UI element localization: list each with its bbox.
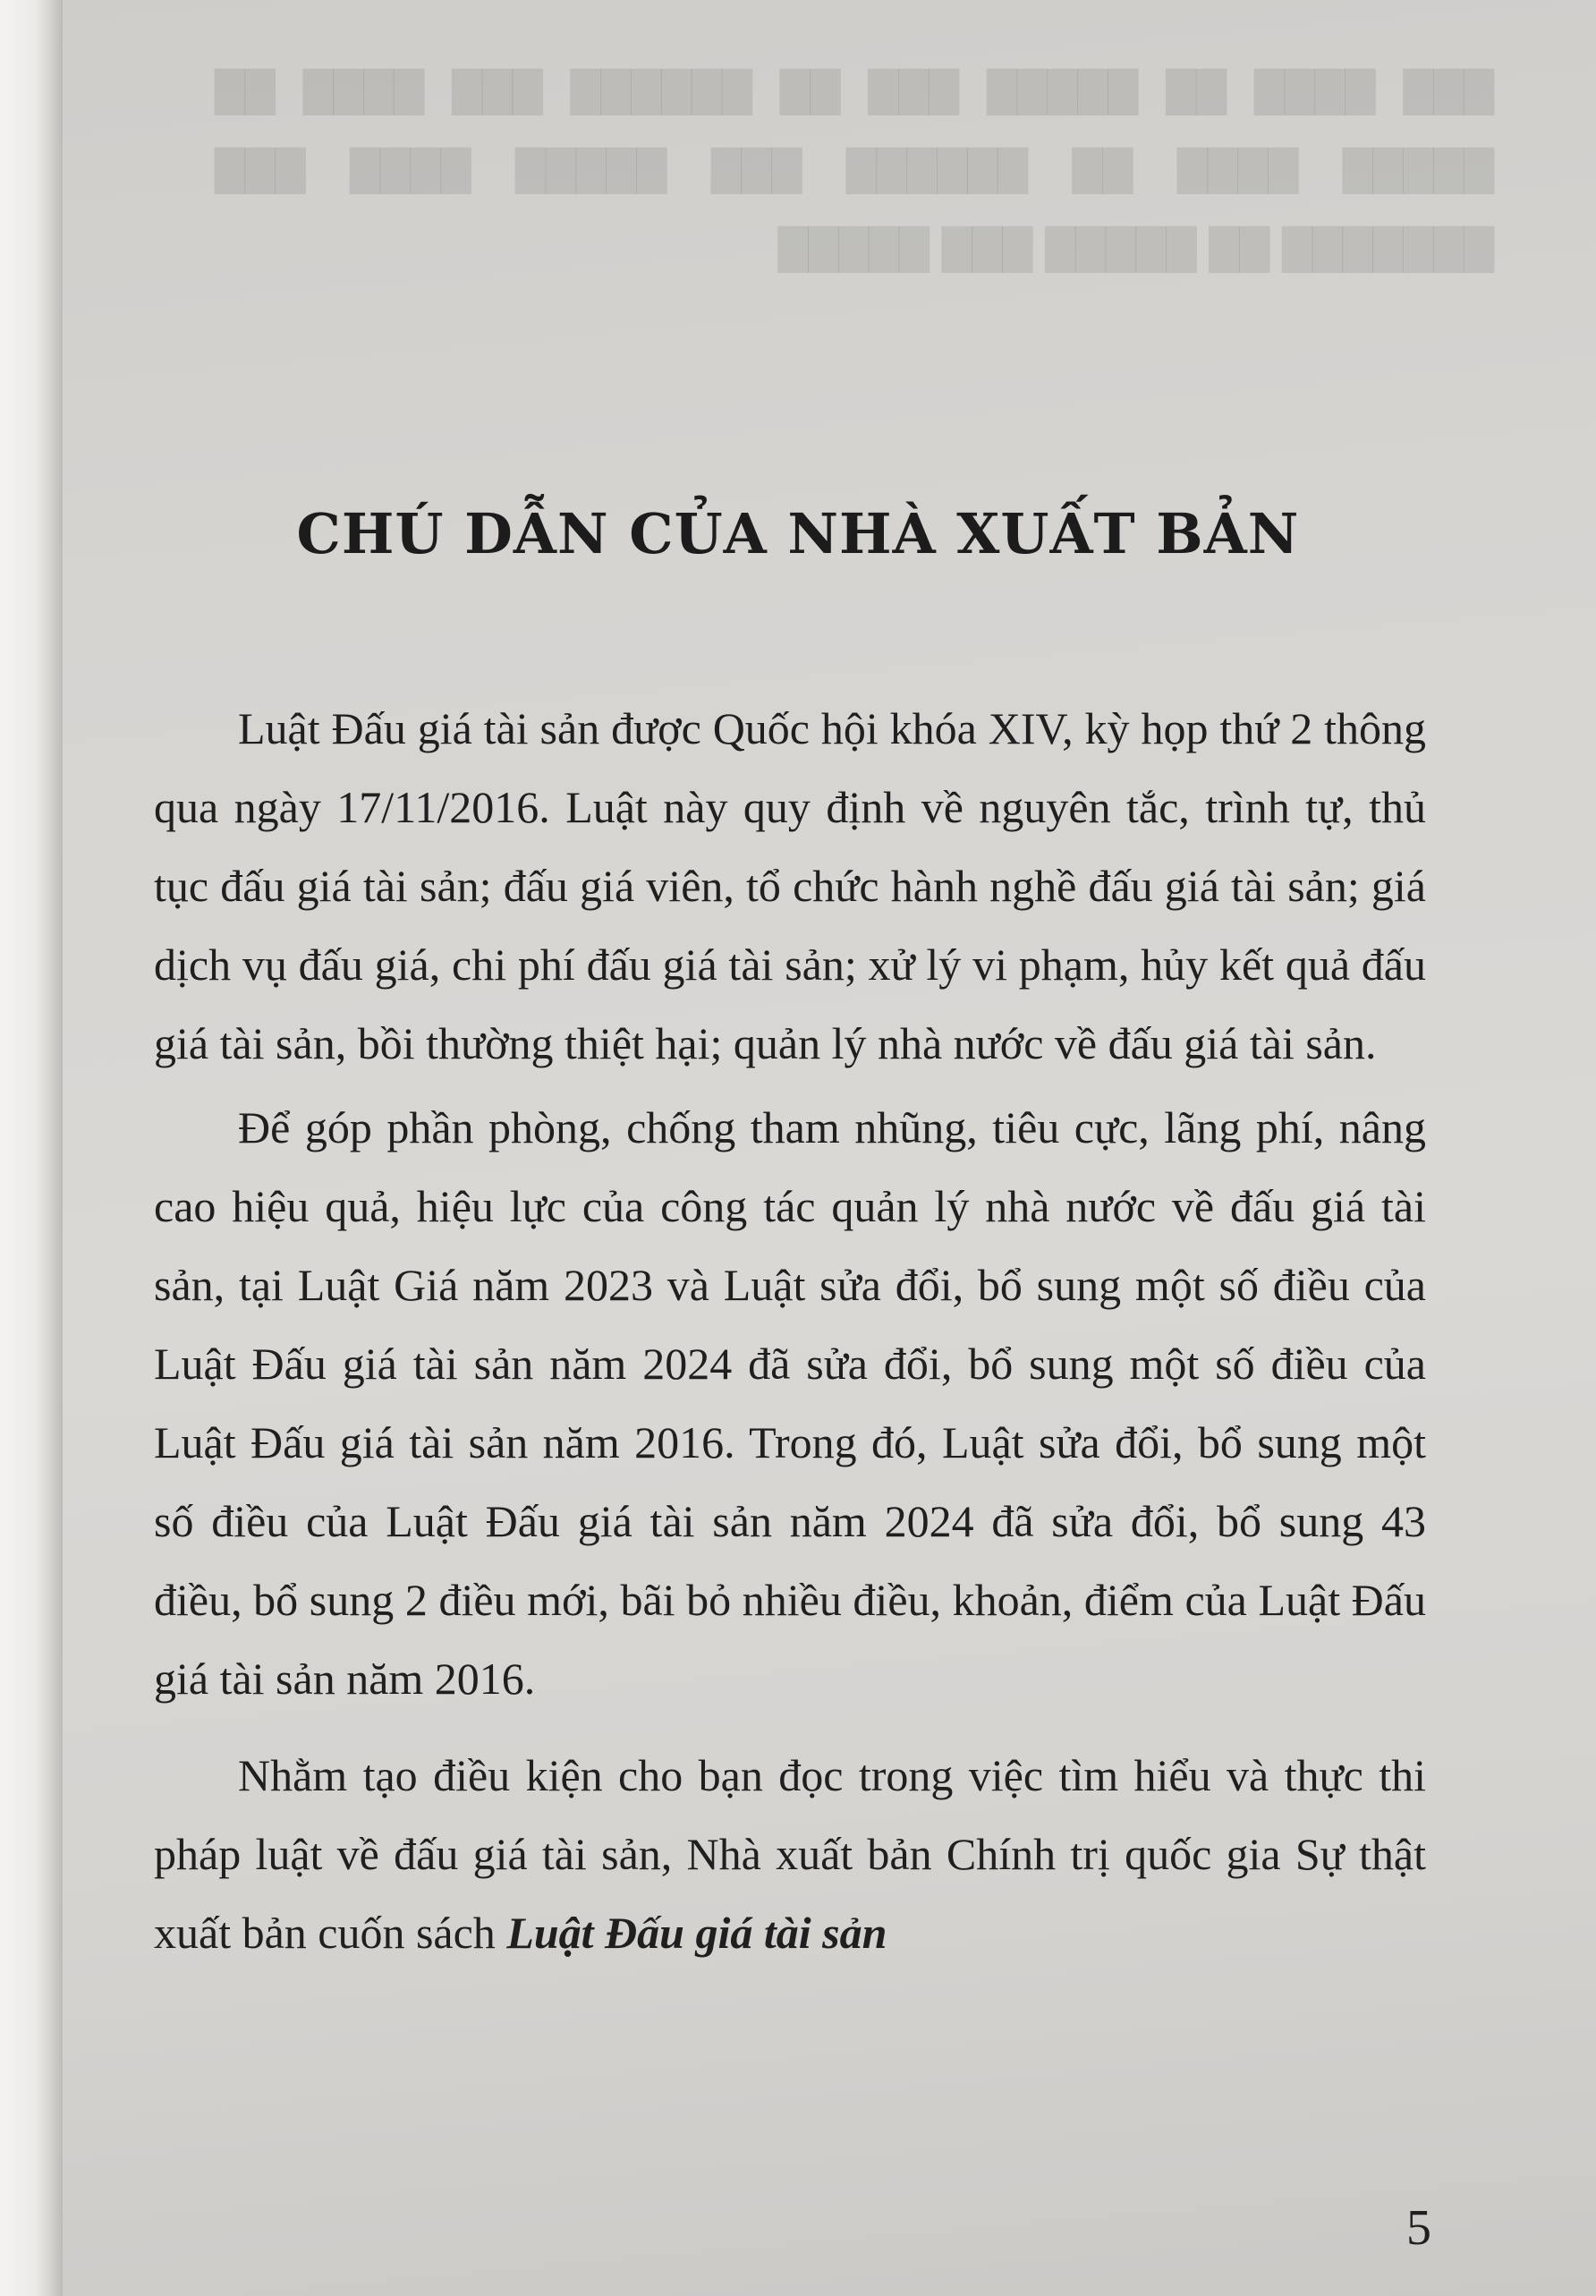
book-title-emphasis: Luật Đấu giá tài sản bbox=[506, 1908, 887, 1958]
paragraph-2: Để góp phần phòng, chống tham nhũng, tiêu cực, lãng phí, nâng cao hiệu quả, hiệu lực của công tác quản lý nhà nước về đấu giá tài sản, tại Luật Giá năm 2023 và Luật sửa đổi, bổ sung một số điều của Luật Đấu giá tài sản năm 2024 đã sửa đổi, bổ sung một số điều của Luật Đấu giá tài sản năm 2016. Trong đó, Luật sửa đổi, bổ sung một số điều của Luật Đấu giá tài sản năm 2024 đã sửa đổi, bổ sung 43 điều, bổ sung 2 điều mới, bãi bỏ nhiều điều, khoản, điểm của Luật Đấu giá tài sản năm 2016. bbox=[154, 1102, 1426, 1704]
body-text bbox=[154, 689, 1426, 1977]
page-heading: CHÚ DẪN CỦA NHÀ XUẤT BẢN bbox=[296, 501, 1300, 566]
book-gutter-edge bbox=[0, 0, 63, 2296]
show-through-text: ███ ████ ██ █████ ███ ██ ██████ ███ ████ ██ █████ ████ ██ ██████ ███ █████ ████ ███ ███████ ██ █████ ███ █████ bbox=[215, 70, 1494, 273]
page-number: 5 bbox=[1406, 2200, 1431, 2256]
paragraph-3-text: Nhằm tạo điều kiện cho bạn đọc trong việc tìm hiểu và thực thi pháp luật về đấu giá tài sản, Nhà xuất bản Chính trị quốc gia Sự thật xuất bản cuốn sách bbox=[154, 1750, 1426, 1958]
paragraph-3 bbox=[154, 1736, 1426, 1972]
paragraph-1: Luật Đấu giá tài sản được Quốc hội khóa XIV, kỳ họp thứ 2 thông qua ngày 17/11/2016. Luật này quy định về nguyên tắc, trình tự, thủ tục đấu giá tài sản; đấu giá viên, tổ chức hành nghề đấu giá tài sản; giá dịch vụ đấu giá, chi phí đấu giá tài sản; xử lý vi phạm, hủy kết quả đấu giá tài sản, bồi thường thiệt hại; quản lý nhà nước về đấu giá tài sản. bbox=[154, 703, 1426, 1068]
